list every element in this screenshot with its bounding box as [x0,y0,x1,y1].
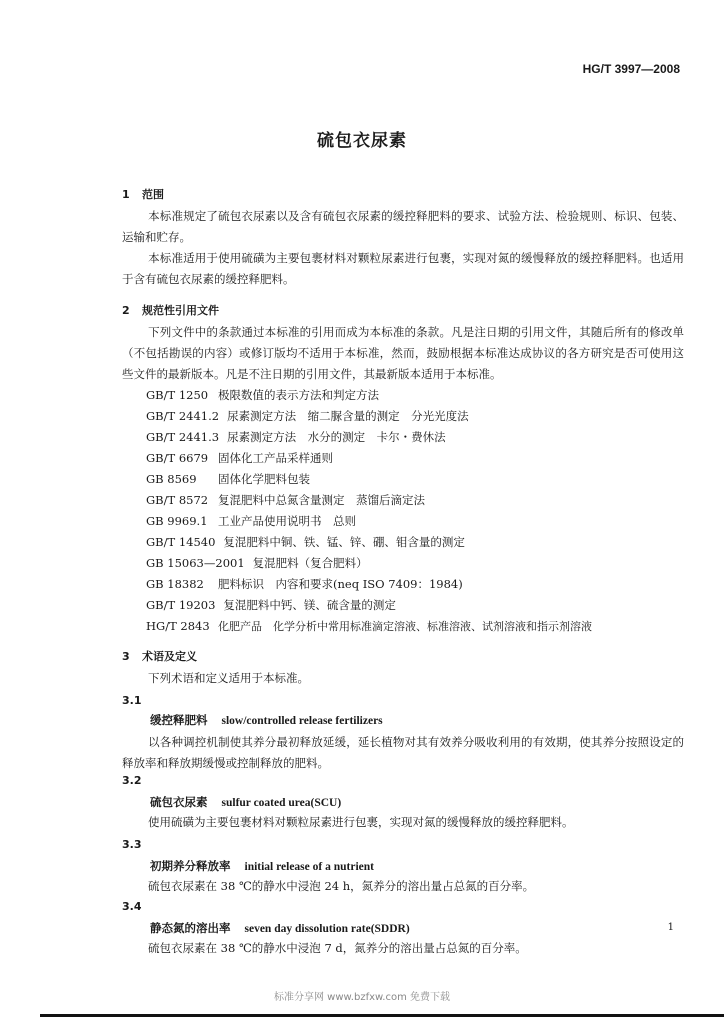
reference-title: 复混肥料中钙、镁、硫含量的测定 [223,598,396,612]
paragraph [122,668,684,689]
term-zh: 缓控释肥料 [150,713,208,727]
reference-item [146,427,446,448]
section-number: 3 [122,650,130,663]
paragraph-text: 本标准规定了硫包衣尿素以及含有硫包衣尿素的缓控释肥料的要求、试验方法、检验规则、标识、包装、运输和贮存。 [122,209,684,244]
reference-title: 固体化工产品采样通则 [218,451,333,465]
term-en: slow/controlled release fertilizers [221,715,383,727]
reference-code: HG/T 2843 [146,619,210,633]
reference-item [146,553,368,574]
reference-title: 复混肥料（复合肥料） [252,556,368,570]
term-zh: 硫包衣尿素 [150,795,208,809]
term-en: initial release of a nutrient [244,861,374,873]
reference-title: 尿素测定方法 缩二脲含量的测定 分光光度法 [227,409,469,423]
term-definition [122,812,684,833]
reference-title: 化肥产品 化学分析中常用标准滴定溶液、标准溶液、试剂溶液和指示剂溶液 [218,620,592,633]
section-title: 范围 [142,188,164,201]
reference-item [146,616,592,637]
term-en: seven day dissolution rate(SDDR) [244,923,410,935]
definition-text: 硫包衣尿素在 38 ℃的静水中浸泡 24 h，氮养分的溶出量占总氮的百分率。 [148,879,535,893]
reference-title: 极限数值的表示方法和判定方法 [218,388,379,402]
reference-title: 固体化学肥料包装 [218,472,310,486]
term-definition [122,876,684,897]
section-heading [122,186,164,202]
term-heading [150,858,374,874]
reference-title: 工业产品使用说明书 总则 [218,514,356,528]
section-heading [122,302,219,318]
term-en: sulfur coated urea(SCU) [221,797,342,809]
definition-text: 使用硫磺为主要包裹材料对颗粒尿素进行包裹，实现对氮的缓慢释放的缓控释肥料。 [148,815,574,829]
term-number: 3.1 [122,694,142,707]
paragraph [122,248,684,290]
bottom-rule [40,1014,724,1017]
term-heading [150,794,341,810]
section-number: 1 [122,188,130,201]
paragraph [122,322,684,385]
footer-watermark: 标准分享网 www.bzfxw.com 免费下载 [274,992,450,1003]
reference-code: GB/T 2441.3 [146,430,220,444]
paragraph-text: 本标准适用于使用硫磺为主要包裹材料对颗粒尿素进行包裹，实现对氮的缓慢释放的缓控释肥料。也适用于含有硫包衣尿素的缓控释肥料。 [122,251,684,286]
reference-code: GB/T 8572 [146,493,209,507]
reference-item [146,532,465,553]
term-heading [150,712,383,728]
reference-title: 复混肥料中铜、铁、锰、锌、硼、钼含量的测定 [223,535,465,549]
reference-item [146,574,463,595]
reference-code: GB 9969.1 [146,514,208,528]
reference-code: GB 18382 [146,577,204,591]
reference-code: GB/T 14540 [146,535,216,549]
reference-item [146,595,396,616]
reference-code: GB/T 2441.2 [146,409,220,423]
section-number: 2 [122,304,130,317]
paragraph [122,206,684,248]
reference-code: GB 8569 [146,472,197,486]
paragraph-text: 下列文件中的条款通过本标准的引用而成为本标准的条款。凡是注日期的引用文件，其随后所有的修改单（不包括勘误的内容）或修订版均不适用于本标准，然而，鼓励根据本标准达成协议的各方研究是否可使用这些文件的最新版本。凡是不注日期的引用文件，其最新版本适用于本标准。 [122,325,684,381]
section-heading [122,648,197,664]
reference-item [146,448,333,469]
section-title: 规范性引用文件 [142,304,219,317]
term-definition [122,732,684,774]
reference-code: GB/T 1250 [146,388,209,402]
term-zh: 初期养分释放率 [150,859,231,873]
standard-code: HG/T 3997—2008 [582,62,680,76]
term-number: 3.3 [122,838,142,851]
reference-item [146,511,356,532]
section-title: 术语及定义 [142,650,197,663]
reference-item [146,469,310,490]
term-definition [122,938,684,959]
reference-title: 肥料标识 内容和要求(neq ISO 7409：1984) [218,577,463,591]
paragraph-text: 下列术语和定义适用于本标准。 [148,671,309,685]
reference-title: 复混肥料中总氮含量测定 蒸馏后滴定法 [218,493,425,507]
reference-title: 尿素测定方法 水分的测定 卡尔・费休法 [227,430,446,444]
term-number: 3.4 [122,900,142,913]
term-heading [150,920,410,936]
reference-item [146,406,469,427]
term-number: 3.2 [122,774,142,787]
term-zh: 静态氮的溶出率 [150,921,231,935]
definition-text: 以各种调控机制使其养分最初释放延缓，延长植物对其有效养分吸收利用的有效期，使其养分按照设定的释放率和释放期缓慢或控制释放的肥料。 [122,735,684,770]
page-title: 硫包衣尿素 [317,131,407,151]
definition-text: 硫包衣尿素在 38 ℃的静水中浸泡 7 d，氮养分的溶出量占总氮的百分率。 [148,941,527,955]
reference-code: GB/T 19203 [146,598,216,612]
reference-code: GB 15063—2001 [146,556,245,570]
reference-item [146,490,425,511]
page-number: 1 [667,922,674,933]
reference-code: GB/T 6679 [146,451,209,465]
reference-item [146,385,379,406]
